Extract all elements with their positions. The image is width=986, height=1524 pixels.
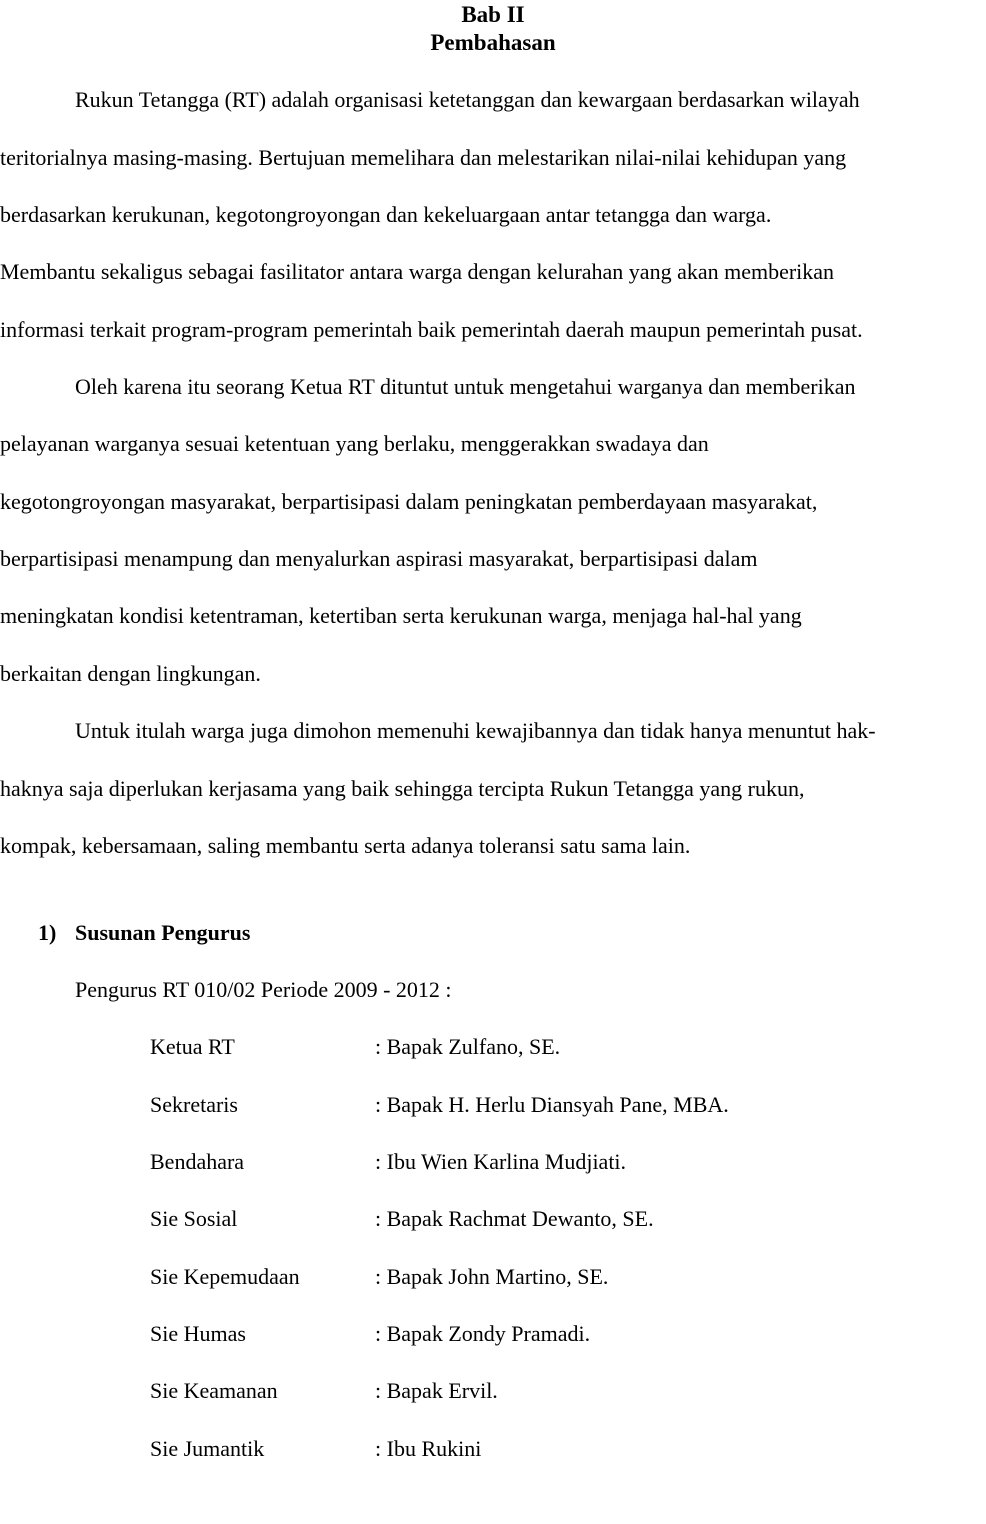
roster-row: [150, 1091, 910, 1119]
paragraph-line: kompak, kebersamaan, saling membantu serta adanya toleransi satu sama lain.: [0, 833, 691, 858]
roster-role: Sie Keamanan: [150, 1378, 278, 1403]
paragraph-line: Untuk itulah warga juga dimohon memenuhi kewajibannya dan tidak hanya menuntut hak-: [75, 718, 876, 743]
roster-role: Bendahara: [150, 1149, 245, 1174]
roster-row: [150, 1377, 910, 1405]
paragraph-line: Oleh karena itu seorang Ketua RT dituntut untuk mengetahui warganya dan memberikan: [75, 374, 856, 399]
roster-role: Sie Jumantik: [150, 1436, 265, 1461]
section-number: 1): [38, 920, 57, 945]
paragraph-line: berdasarkan kerukunan, kegotongroyongan dan kekeluargaan antar tetangga dan warga.: [0, 202, 772, 227]
paragraph-line: teritorialnya masing-masing. Bertujuan memelihara dan melestarikan nilai-nilai kehidupan yang: [0, 145, 847, 170]
section-title: Susunan Pengurus: [75, 920, 251, 945]
paragraph-line: meningkatan kondisi ketentraman, ketertiban serta kerukunan warga, menjaga hal-hal yang: [0, 603, 802, 628]
roster-role: Sie Kepemudaan: [150, 1264, 300, 1289]
roster-role: Sie Humas: [150, 1321, 246, 1346]
roster-row: [150, 1320, 910, 1348]
paragraph-line: berkaitan dengan lingkungan.: [0, 661, 261, 686]
chapter-heading: Bab II: [461, 2, 525, 27]
roster-row: [150, 1435, 910, 1463]
roster-role: Ketua RT: [150, 1034, 235, 1059]
roster-row: [150, 1263, 910, 1291]
roster-name: : Bapak Zulfano, SE.: [375, 1034, 561, 1059]
paragraph-line: informasi terkait program-program pemerintah baik pemerintah daerah maupun pemerintah pusat.: [0, 317, 863, 342]
paragraph-line: haknya saja diperlukan kerjasama yang baik sehingga tercipta Rukun Tetangga yang rukun,: [0, 776, 805, 801]
roster-role: Sekretaris: [150, 1092, 238, 1117]
paragraph-line: Membantu sekaligus sebagai fasilitator antara warga dengan kelurahan yang akan memberikan: [0, 259, 835, 284]
roster-row: [150, 1205, 910, 1233]
roster-name: : Ibu Rukini: [375, 1436, 482, 1461]
paragraph-line: pelayanan warganya sesuai ketentuan yang berlaku, menggerakkan swadaya dan: [0, 431, 709, 456]
paragraph-line: Rukun Tetangga (RT) adalah organisasi ketetanggan dan kewargaan berdasarkan wilayah: [75, 87, 860, 112]
roster-name: : Bapak Rachmat Dewanto, SE.: [375, 1206, 654, 1231]
roster-name: : Bapak Ervil.: [375, 1378, 498, 1403]
roster-row: [150, 1148, 910, 1176]
roster-name: : Bapak H. Herlu Diansyah Pane, MBA.: [375, 1092, 729, 1117]
roster-role: Sie Sosial: [150, 1206, 238, 1231]
roster-row: [150, 1033, 910, 1061]
paragraph-line: berpartisipasi menampung dan menyalurkan aspirasi masyarakat, berpartisipasi dalam: [0, 546, 758, 571]
roster-name: : Bapak John Martino, SE.: [375, 1264, 609, 1289]
roster-name: : Bapak Zondy Pramadi.: [375, 1321, 591, 1346]
roster-name: : Ibu Wien Karlina Mudjiati.: [375, 1149, 627, 1174]
chapter-title: Pembahasan: [430, 30, 556, 55]
roster-intro: Pengurus RT 010/02 Periode 2009 - 2012 :: [75, 977, 452, 1002]
paragraph-line: kegotongroyongan masyarakat, berpartisipasi dalam peningkatan pemberdayaan masyarakat,: [0, 489, 818, 514]
